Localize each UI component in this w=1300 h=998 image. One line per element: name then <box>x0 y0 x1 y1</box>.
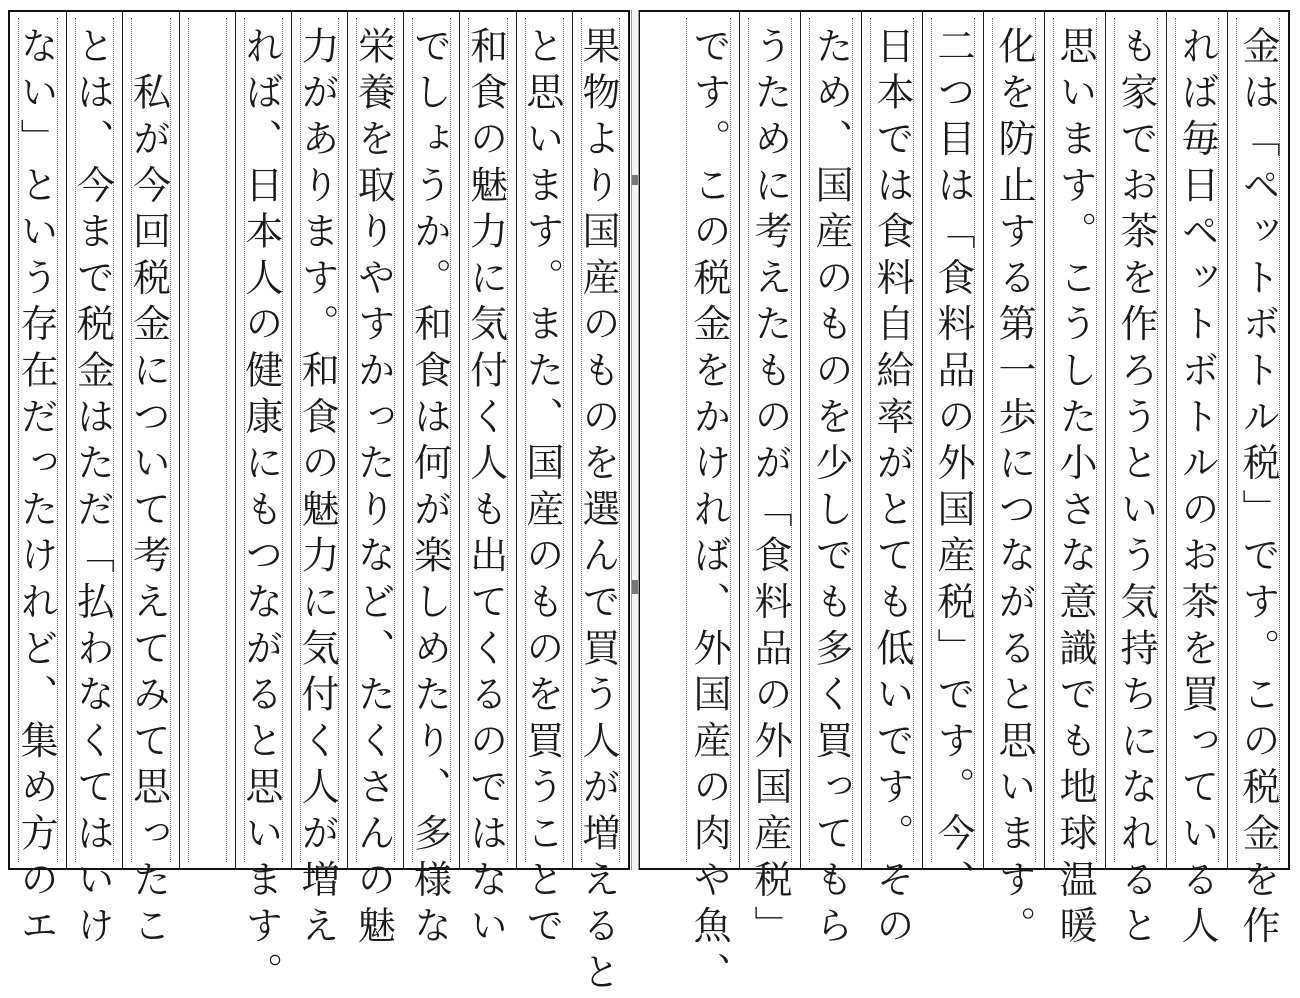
column <box>1227 12 1288 952</box>
column-text: 和食の魅力に気付く人も出てくるのではない <box>463 26 508 952</box>
right-page <box>638 10 1290 998</box>
column-text: 力があります。和食の魅力に気付く人が増え <box>295 26 340 952</box>
column-text: と思います。また、国産のものを買うことで <box>519 26 564 952</box>
column-text: 日本では食料自給率がとても低いです。その <box>870 26 914 952</box>
column <box>739 12 800 952</box>
binding-mark <box>632 175 638 185</box>
column-text: 私が今回税金について考えてみて思ったこ <box>126 26 171 952</box>
column <box>861 12 922 952</box>
column-text: ない」という存在だったけれど、集め方のエ <box>14 26 59 952</box>
column <box>403 12 459 952</box>
column-text: れば毎日ペットボトルのお茶を買っている人 <box>1175 26 1219 952</box>
column <box>922 12 983 906</box>
column <box>291 12 347 952</box>
column <box>1166 12 1227 952</box>
column-text: うために考えたものが「食料品の外国産税」 <box>748 26 792 952</box>
column-text: 栄養を取りやすかったりなど、たくさんの魅 <box>351 26 396 952</box>
column <box>678 12 739 998</box>
column-text: も家でお茶を作ろうという気持ちになれると <box>1114 26 1158 952</box>
column <box>235 12 291 998</box>
column-text: 二つ目は「食料品の外国産税」です。今、 <box>931 26 975 906</box>
left-page <box>8 10 630 998</box>
column-text: です。この税金をかければ、外国産の肉や魚、 <box>687 26 731 998</box>
column-text: 思います。こうした小さな意識でも地球温暖 <box>1053 26 1097 952</box>
column-text: れば、日本人の健康にもつながると思います。 <box>238 26 283 998</box>
column <box>122 12 178 952</box>
binding-mark <box>632 580 638 594</box>
column <box>1105 12 1166 952</box>
column-text: とは、今まで税金はただ「払わなくてはいけ <box>70 26 115 952</box>
column-text: でしょうか。和食は何が楽しめたり、多様な <box>407 26 452 952</box>
column <box>800 12 861 952</box>
column <box>459 12 515 952</box>
column <box>983 12 1044 952</box>
column-text: 金は「ペットボトル税」です。この税金を作 <box>1236 26 1280 952</box>
column <box>572 12 628 998</box>
column <box>10 12 66 952</box>
column <box>179 12 235 868</box>
page-binding <box>631 10 639 870</box>
column <box>347 12 403 952</box>
column <box>66 12 122 952</box>
column <box>1044 12 1105 952</box>
column-text: 化を防止する第一歩につながると思います。 <box>992 26 1036 952</box>
column-text: 果物より国産のものを選んで買う人が増えると <box>576 26 620 998</box>
column <box>516 12 572 952</box>
column-text: ため、国産のものを少しでも多く買ってもら <box>809 26 853 952</box>
